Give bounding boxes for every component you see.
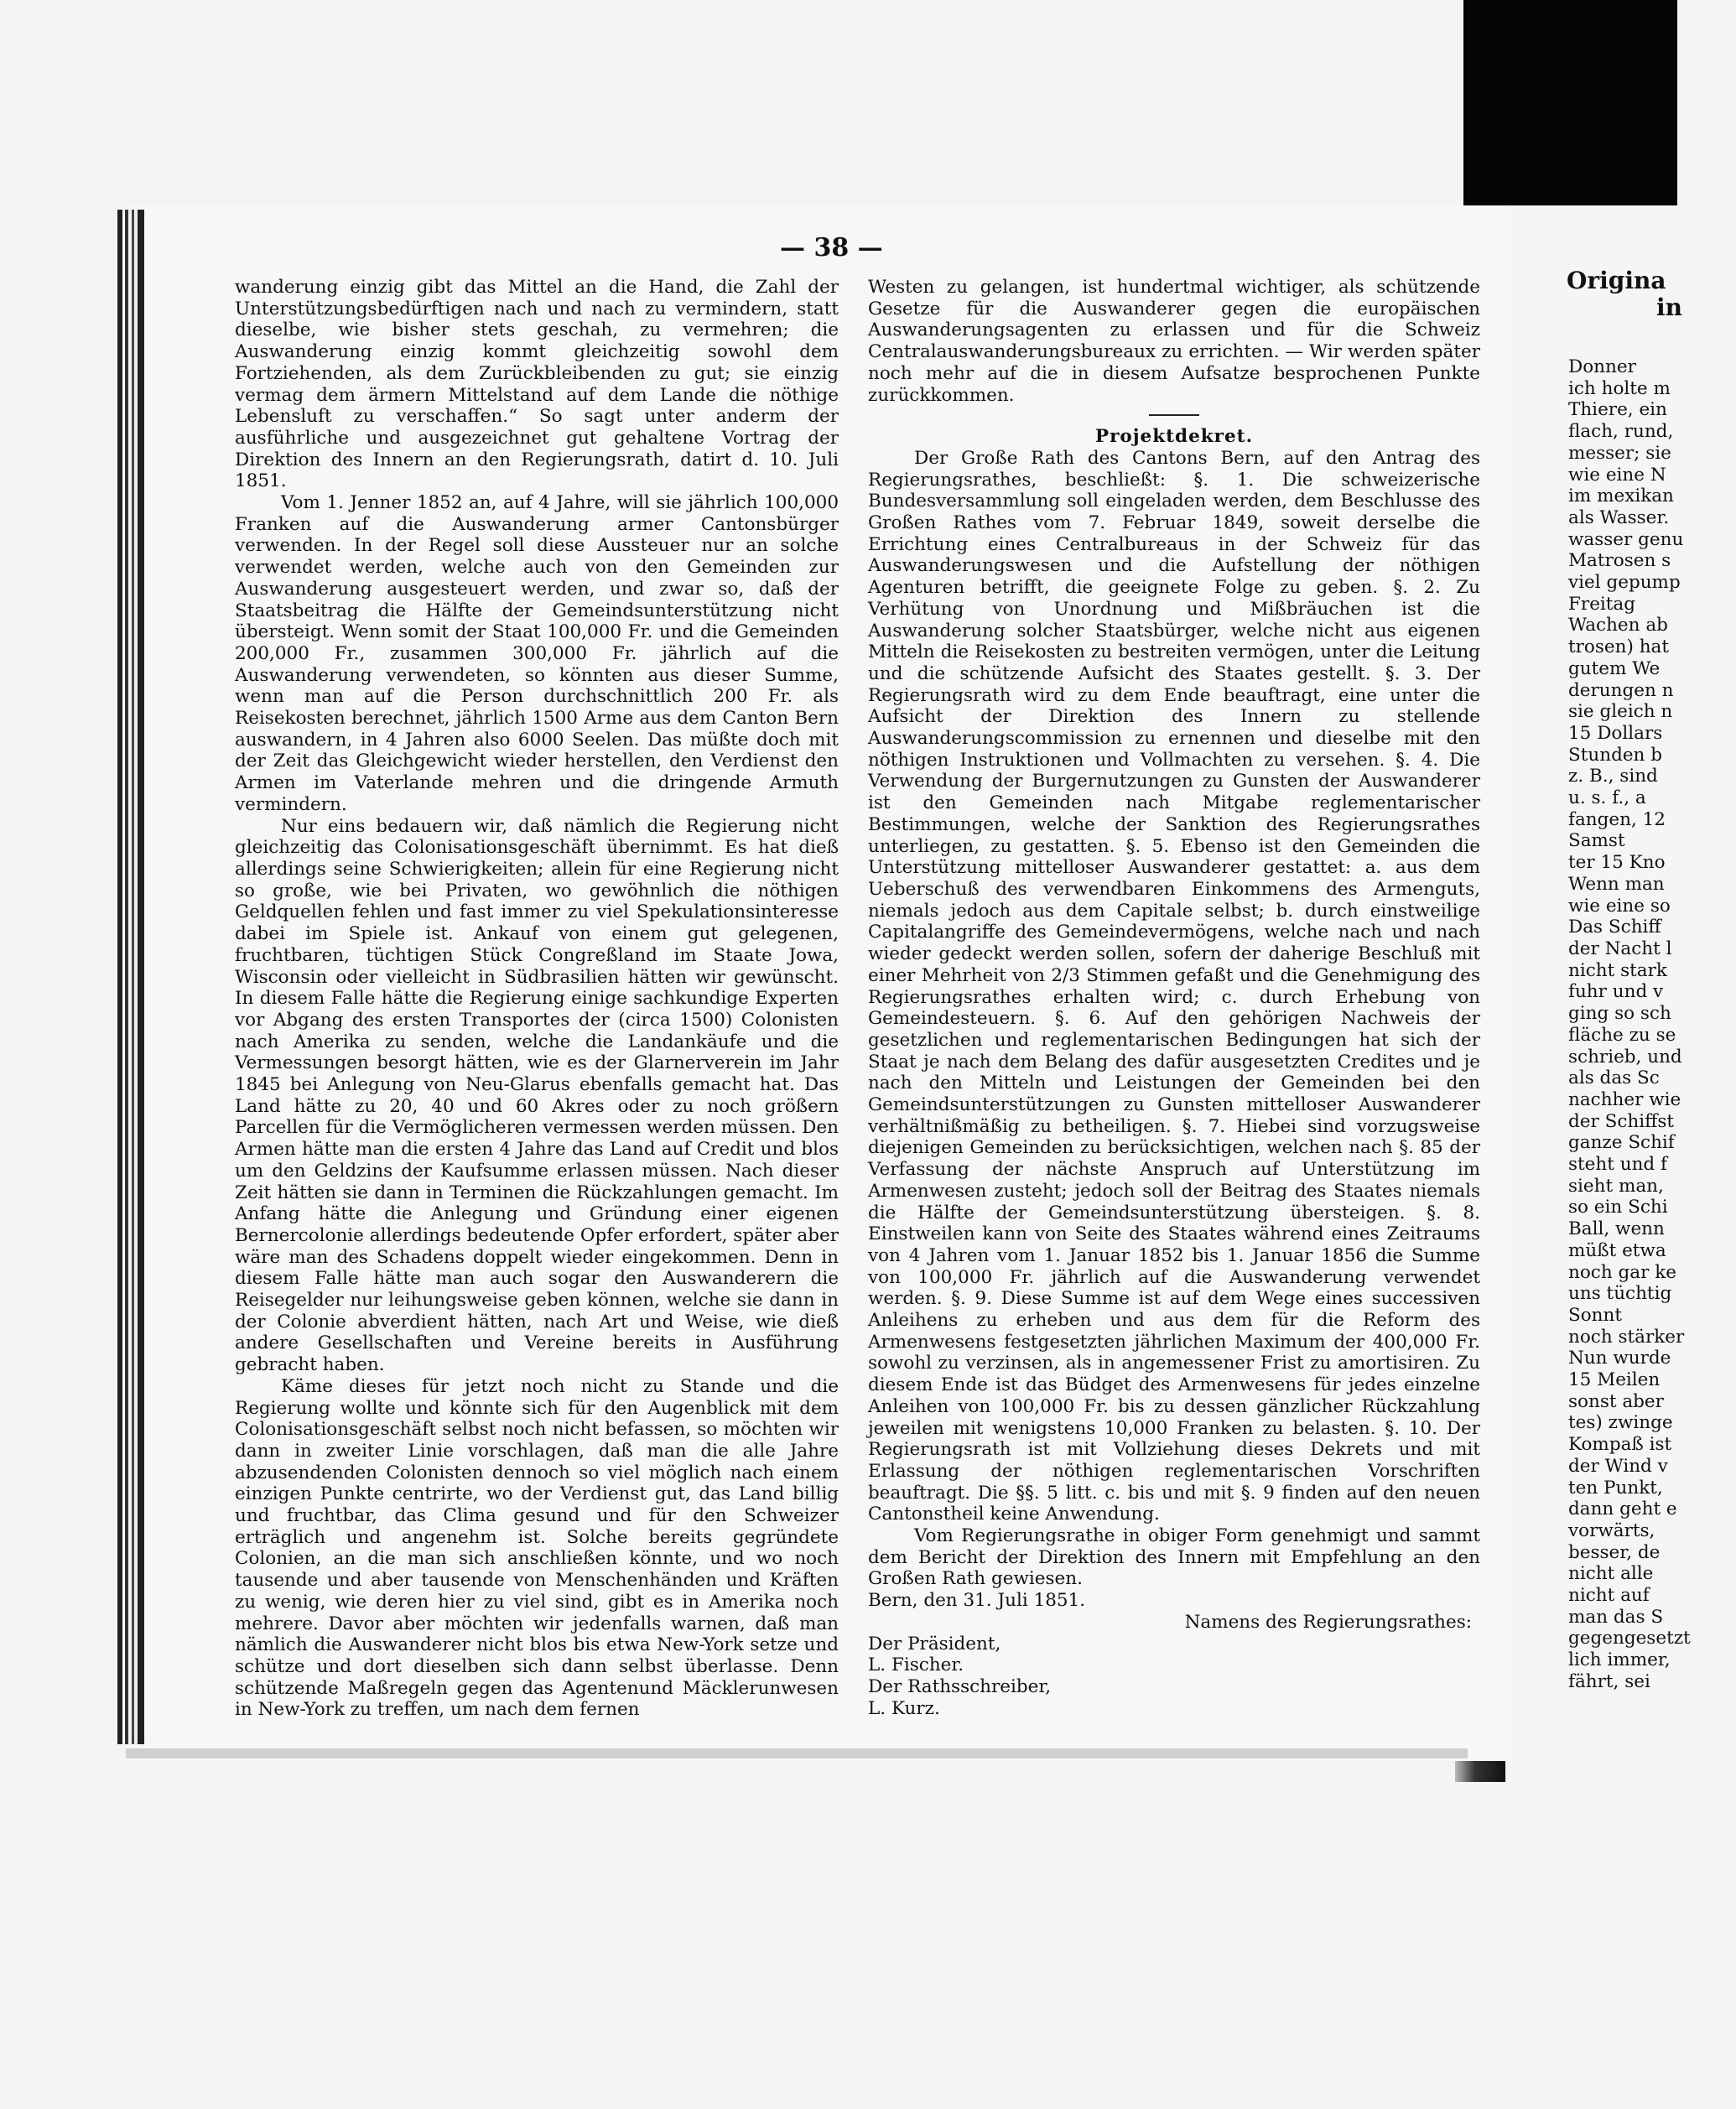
- adjacent-page-line: trosen) hat: [1568, 636, 1669, 658]
- adjacent-page-line: nicht auf: [1568, 1585, 1650, 1607]
- signature-header: Namens des Regierungsrathes:: [1184, 1611, 1472, 1633]
- paragraph: Käme dieses für jetzt noch nicht zu Stande und die Regierung wollte und könnte sich für den Augenblick mit dem Colonisationsgeschäft selbst noch nicht befassen, so möchten wir dann in zweiter Linie vorschlagen, daß man die alle Jahre abzusendenden Colonisten dennoch so viel möglich nach einem einzigen Punkte centrirte, wo der Verdienst gut, das Land billig und fruchtbar, das Clima gesund und für den Schweizer erträglich und angenehm ist. Solche bereits gegründete Colonien, an die man sich anschließen könnte, und wo noch tausende und aber tausende von Menschenhänden und Kräften zu wenig, wie deren hier zu viel sind, gibt es in Amerika noch mehrere. Davor aber möchten wir jedenfalls warnen, daß man nämlich die Auswanderer nicht blos bis etwa New-York setze und schütze und dort dieselben sich dann selbst überlasse. Denn schützende Maßregeln gegen das Agentenund Mäcklerunwesen in New-York zu treffen, um nach dem fernen: [235, 1375, 839, 1721]
- adjacent-page-line: 15 Meilen: [1568, 1369, 1661, 1391]
- adjacent-page-line: tes) zwinge: [1568, 1412, 1673, 1434]
- approval-text: Vom Regierungsrathe in obiger Form genehmigt und sammt dem Bericht der Direktion des Innern mit Empfehlung an den Großen Rath gewiesen.: [868, 1525, 1480, 1590]
- adjacent-page-line: gutem We: [1568, 657, 1661, 679]
- page-number: — 38 —: [780, 233, 883, 262]
- signature-title: Der Präsident,: [868, 1633, 1001, 1654]
- adjacent-page-line: Sonnt: [1568, 1304, 1623, 1326]
- adjacent-page-line: fuhr und v: [1568, 981, 1664, 1003]
- adjacent-page-line: der Nacht l: [1568, 938, 1672, 959]
- adjacent-page-line: fährt, sei: [1568, 1670, 1650, 1692]
- signature-title: Der Rathsschreiber,: [868, 1676, 1052, 1697]
- paragraph: Vom 1. Jenner 1852 an, auf 4 Jahre, will sie jährlich 100,000 Franken auf die Auswanderung armer Cantonsbürger verwenden. In der Regel soll diese Aussteuer nur an solche verwendet werden, welche auch von den Gemeinden zur Auswanderung ausgesteuert werden, und zwar so, daß der Staatsbeitrag die Hälfte der Gemeindsunterstützung nicht übersteigt. Wenn somit der Staat 100,000 Fr. und die Gemeinden 200,000 Fr., zusammen 300,000 Fr. jährlich auf die Auswanderung verwendeten, so könnten aus dieser Summe, wenn man auf die Person durchschnittlich 200 Fr. als Reisekosten berechnet, jährlich 1500 Arme aus dem Canton Bern auswandern, in 4 Jahren also 6000 Seelen. Das müßte doch mit der Zeit das Gleichgewicht wieder herstellen, den Verdienst den Armen im Vaterlande mehren und die dringende Armuth vermindern.: [235, 492, 839, 815]
- decree-text: Der Große Rath des Cantons Bern, auf den Antrag des Regierungsrathes, beschließt: §. 1. Die schweizerische Bundesversammlung soll eingeladen werden, dem Beschlusse des Großen Rathes vom 7. Februar 1849, soweit derselbe die Errichtung eines Centralbureaus in der Schweiz für das Auswanderungswesen und die Aufstellung der nöthigen Agenturen betrifft, die geeignete Folge zu geben. §. 2. Zu Verhütung von Unordnung und Mißbräuchen ist die Auswanderung solcher Staatsbürger, welche nicht aus eigenen Mitteln die Reisekosten zu bestreiten vermögen, unter die Leitung und die schützende Aufsicht des Staates gestellt. §. 3. Der Regierungsrath wird zu dem Ende beauftragt, eine unter die Aufsicht der Direktion des Innern zu stellende Auswanderungscommission zu ernennen und dieselbe mit den nöthigen Instruktionen und Vollmachten zu versehen. §. 4. Die Verwendung der Burgernutzungen zu Gunsten der Auswanderer ist den Gemeinden nach Mitgabe reglementarischer Bestimmungen, welche der Sanktion des Regierungsrathes unterliegen, zu gestatten. §. 5. Ebenso ist den Gemeinden die Unterstützung mittelloser Auswanderer gestattet: a. aus dem Ueberschuß des verwendbaren Einkommens des Armenguts, niemals jedoch aus dem Capitale selbst; b. durch einstweilige Capitalangriffe des Gemeindevermögens, welche nach und nach wieder gedeckt werden sollen, sofern der daherige Beschluß mit einer Mehrheit von 2/3 Stimmen gefaßt und die Genehmigung des Regierungsrathes erhalten wird; c. durch Erhebung von Gemeindesteuern. §. 6. Auf den gehörigen Nachweis der gesetzlichen und reglementarischen Bedingungen hat sich der Staat je nach dem Belang des dafür ausgesetzten Credites und je nach den Mitteln und Leistungen der Gemeinden bei den Gemeindsunterstützungen zu Gunsten mittelloser Auswanderer verhältnißmäßig zu betheiligen. §. 7. Hiebei sind vorzugsweise diejenigen Gemeinden zu berücksichtigen, welchen nach §. 85 der Verfassung der nächste Anspruch auf Unterstützung im Armenwesen zusteht; jedoch soll der Beitrag des Staates niemals die Hälfte der Gemeindsunterstützung übersteigen. §. 8. Einstweilen kann von Seite des Staates während eines Zeitraums von 4 Jahren vom 1. Januar 1852 bis 1. Januar 1856 die Summe von 100,000 Fr. jährlich auf die Auswanderung verwendet werden. §. 9. Diese Summe ist auf dem Wege eines successiven Anleihens zu erheben und aus dem für die Reform des Armenwesens festgesetzten jährlichen Maximum der 400,000 Fr. sowohl zu verzinsen, als in angemessener Frist zu amortisiren. Zu diesem Ende ist das Büdget des Armenwesens für jedes einzelne Anleihen von 100,000 Fr. bis zu dessen gänzlicher Rückzahlung jeweilen mit wenigstens 10,000 Franken zu belasten. §. 10. Der Regierungsrath ist mit Vollziehung dieses Dekrets und mit Erlassung der nöthigen reglementarischen Vorschriften beauftragt. Die §§. 5 litt. c. bis und mit §. 9 finden auf den neuen Cantonstheil keine Anwendung.: [868, 447, 1480, 1525]
- paragraph: wanderung einzig gibt das Mittel an die Hand, die Zahl der Unterstützungsbedürftigen nach und nach zu vermindern, statt dieselbe, wie bisher stets geschah, zu vermehren; die Auswanderung einzig kommt gleichzeitig sowohl dem Fortziehenden, als dem Zurückbleibenden zu gut; sie einzig vermag dem ärmern Mittelstand auf dem Lande die nöthige Lebensluft zu verschaffen.“ So sagt unter anderm der ausführliche und ausgezeichnet gut gehaltene Vortrag der Direktion des Innern an den Regierungsrath, datirt d. 10. Juli 1851.: [235, 277, 839, 492]
- adjacent-page-line: vorwärts,: [1568, 1519, 1655, 1541]
- adjacent-page-line: Matrosen s: [1568, 550, 1671, 572]
- adjacent-page-heading: in: [1656, 293, 1682, 321]
- adjacent-page-line: Das Schiff: [1568, 917, 1661, 938]
- adjacent-page-line: der Schiffst: [1568, 1110, 1675, 1132]
- paragraph: Nur eins bedauern wir, daß nämlich die Regierung nicht gleichzeitig das Colonisationsgeschäft übernimmt. Es hat dieß allerdings seine Schwierigkeiten; allein für eine Regierung nicht so große, wie bei Privaten, wo gewöhnlich die nöthigen Geldquellen fehlen und fast immer zu viel Spekulationsinteresse dabei im Spiele ist. Ankauf von einem gut gelegenen, fruchtbaren, tüchtigen Stück Congreßland im Staate Jowa, Wisconsin oder vielleicht in Südbrasilien hätten wir gewünscht. In diesem Falle hätte die Regierung einige sachkundige Experten vor Abgang des ersten Transportes der (circa 1500) Colonisten nach Amerika zu senden, welche die Landankäufe und die Vermessungen besorgt hätten, wie es der Glarnerverein im Jahr 1845 bei Anlegung von Neu-Glarus ebenfalls gemacht hat. Das Land hätte zu 20, 40 und 60 Akres oder zu noch größern Parcellen für die Vermöglicheren vermessen werden müssen. Den Armen hätte man die ersten 4 Jahre das Land auf Credit und blos um den Geldzins der Kaufsumme erlassen müssen. Nach dieser Zeit hätten sie dann in Terminen die Rückzahlungen gemacht. Im Anfang hätte die Anlegung und Gründung einer eigenen Bernercolonie allerdings bedeutende Opfer erfordert, später aber wäre man des Schadens doppelt wieder eingekommen. Denn in diesem Falle hätte man auch sogar den Auswanderern die Reisegelder nur leihungsweise geben können, welche sie dann in der Colonie abverdient hätten, nach Art und Weise, wie dieß andere Gesellschaften und Vereine bereits in Ausführung gebracht haben.: [235, 815, 839, 1376]
- adjacent-page-line: Donner: [1568, 356, 1636, 377]
- adjacent-page-line: schrieb, und: [1568, 1046, 1682, 1067]
- adjacent-page-line: ter 15 Kno: [1568, 852, 1666, 874]
- adjacent-page-line: 15 Dollars: [1568, 722, 1663, 744]
- adjacent-page-line: messer; sie: [1568, 442, 1671, 464]
- adjacent-page-line: Stunden b: [1568, 744, 1662, 766]
- right-column: [868, 277, 1480, 1719]
- adjacent-page-line: wie eine so: [1568, 895, 1671, 917]
- book-spine: [117, 210, 144, 1744]
- adjacent-page-line: Wachen ab: [1568, 615, 1668, 636]
- adjacent-page-line: so ein Schi: [1568, 1197, 1668, 1218]
- left-column: [235, 277, 839, 1721]
- adjacent-page-line: als das Sc: [1568, 1067, 1660, 1089]
- adjacent-page-line: Nun wurde: [1568, 1348, 1671, 1369]
- page-edge: [126, 1748, 1468, 1758]
- signature-name: L. Kurz.: [868, 1697, 940, 1719]
- section-divider: [1149, 414, 1199, 416]
- adjacent-page-line: ich holte m: [1568, 377, 1671, 399]
- adjacent-page-line: sonst aber: [1568, 1390, 1664, 1412]
- adjacent-page-line: nicht alle: [1568, 1563, 1654, 1585]
- adjacent-page-line: viel gepump: [1568, 572, 1681, 594]
- adjacent-page-line: müßt etwa: [1568, 1239, 1666, 1261]
- adjacent-page-line: Ball, wenn: [1568, 1218, 1665, 1240]
- adjacent-page-line: als Wasser.: [1568, 506, 1670, 528]
- adjacent-page-line: flach, rund,: [1568, 421, 1674, 443]
- adjacent-page-line: Kompaß ist: [1568, 1434, 1672, 1456]
- adjacent-page-line: lich immer,: [1568, 1649, 1671, 1671]
- adjacent-page-line: man das S: [1568, 1606, 1664, 1628]
- adjacent-page-line: Freitag: [1568, 593, 1636, 615]
- scan-border: [1463, 0, 1677, 205]
- section-heading: Projektdekret.: [1094, 426, 1254, 448]
- adjacent-page-line: ganze Schif: [1568, 1132, 1675, 1154]
- adjacent-page-line: uns tüchtig: [1568, 1283, 1672, 1305]
- adjacent-page-line: sie gleich n: [1568, 701, 1673, 723]
- adjacent-page-line: steht und f: [1568, 1154, 1667, 1176]
- adjacent-page-line: noch stärker: [1568, 1326, 1685, 1348]
- adjacent-page-line: fläche zu se: [1568, 1024, 1676, 1046]
- adjacent-page-line: gegengesetzt: [1568, 1628, 1691, 1649]
- paragraph: Westen zu gelangen, ist hundertmal wichtiger, als schützende Gesetze für die Auswanderer gegen die europäischen Auswanderungsagenten zu erlassen und für die Schweiz Centralauswanderungsbureaux zu errichten. — Wir werden später noch mehr auf die in diesem Aufsatze besprochenen Punkte zurückkommen.: [868, 277, 1480, 406]
- adjacent-page-line: wasser genu: [1568, 528, 1684, 550]
- adjacent-page-line: Thiere, ein: [1568, 399, 1667, 421]
- adjacent-page-line: sieht man,: [1568, 1175, 1664, 1197]
- adjacent-page-line: ten Punkt,: [1568, 1477, 1663, 1499]
- adjacent-page-line: noch gar ke: [1568, 1261, 1676, 1283]
- adjacent-page-line: dann geht e: [1568, 1499, 1677, 1520]
- adjacent-page-line: fangen, 12: [1568, 808, 1666, 830]
- adjacent-page-line: der Wind v: [1568, 1455, 1668, 1477]
- adjacent-page-line: im mexikan: [1568, 486, 1674, 507]
- adjacent-page-line: ging so sch: [1568, 1003, 1671, 1025]
- adjacent-page-line: derungen n: [1568, 679, 1674, 701]
- adjacent-page-line: Samst: [1568, 830, 1625, 852]
- adjacent-page-line: nicht stark: [1568, 959, 1667, 981]
- adjacent-page-line: nachher wie: [1568, 1088, 1681, 1110]
- adjacent-page-line: z. B., sind: [1568, 766, 1658, 787]
- adjacent-page-line: u. s. f., a: [1568, 787, 1646, 809]
- adjacent-page-line: Wenn man: [1568, 873, 1665, 895]
- adjacent-page-line: wie eine N: [1568, 464, 1666, 486]
- adjacent-page-column: [1568, 277, 1736, 1693]
- signature-name: L. Fischer.: [868, 1654, 964, 1676]
- adjacent-page-line: besser, de: [1568, 1541, 1661, 1563]
- adjacent-page-heading: Origina: [1567, 267, 1666, 294]
- date-line: Bern, den 31. Juli 1851.: [868, 1590, 1086, 1612]
